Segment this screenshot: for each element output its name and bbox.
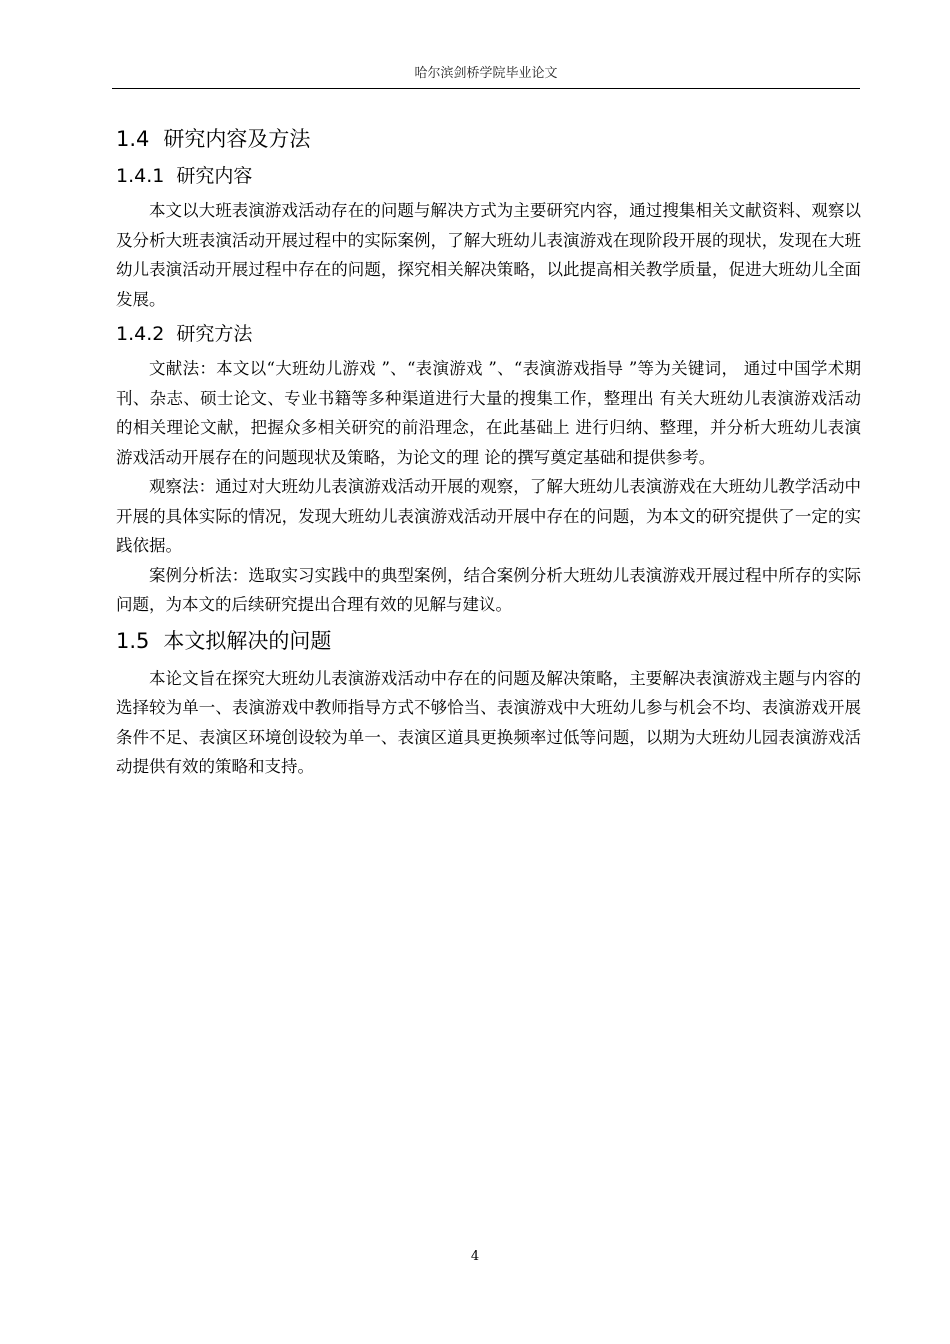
page-number: 4 xyxy=(470,1249,480,1264)
section-number: 1.4 xyxy=(116,127,150,151)
paragraph-problems-to-solve: 本论文旨在探究大班幼儿表演游戏活动中存在的问题及解决策略，主要解决表演游戏主题与内容的选择较为单一、表演游戏中教师指导方式不够恰当、表演游戏中大班幼儿参与机会不均、表演游戏开展条件不足、表演区环境创设较为单一、表演区道具更换频率过低等问题，以期为大班幼儿园表演游戏活动提供有效的策略和支持。 xyxy=(116,668,861,776)
section-number: 1.5 xyxy=(116,628,150,653)
subsection-title: 研究方法 xyxy=(176,323,253,345)
page-body xyxy=(116,118,861,782)
section-heading-1-4 xyxy=(116,124,861,154)
section-title: 研究内容及方法 xyxy=(163,127,311,151)
subsection-number: 1.4.2 xyxy=(116,323,165,345)
subsection-heading-1-4-2 xyxy=(116,320,861,348)
paragraph-literature-method: 文献法：本文以“大班幼儿游戏 ”、“表演游戏 ”、“表演游戏指导 ”等为关键词， 通过中国学术期刊、杂志、硕士论文、专业书籍等多种渠道进行大量的搜集工作，整理出 有关大班幼儿表演游戏活动的相关理论文献，把握众多相关研究的前沿理念，在此基础上 进行归纳、整理，并分析大班幼儿表演游戏活动开展存在的问题现状及策略，为论文的理 论的撰写奠定基础和提供参考。 xyxy=(116,359,861,467)
subsection-title: 研究内容 xyxy=(176,165,253,187)
paragraph-research-content: 本文以大班表演游戏活动存在的问题与解决方式为主要研究内容，通过搜集相关文献资料、观察以及分析大班表演活动开展过程中的实际案例，了解大班幼儿表演游戏在现阶段开展的现状，发现在大班幼儿表演活动开展过程中存在的问题，探究相关解决策略，以此提高相关教学质量，促进大班幼儿全面发展。 xyxy=(116,201,861,309)
subsection-number: 1.4.1 xyxy=(116,165,165,187)
section-title: 本文拟解决的问题 xyxy=(163,628,332,653)
subsection-heading-1-4-1 xyxy=(116,162,861,190)
paragraph-observation-method: 观察法：通过对大班幼儿表演游戏活动开展的观察，了解大班幼儿表演游戏在大班幼儿教学活动中开展的具体实际的情况，发现大班幼儿表演游戏活动开展中存在的问题，为本文的研究提供了一定的实践依据。 xyxy=(116,477,861,555)
running-header-title: 哈尔滨剑桥学院毕业论文 xyxy=(414,66,558,81)
section-heading-1-5 xyxy=(116,626,861,656)
paragraph-case-analysis-method: 案例分析法：选取实习实践中的典型案例，结合案例分析大班幼儿表演游戏开展过程中所存的实际问题，为本文的后续研究提出合理有效的见解与建议。 xyxy=(116,565,861,614)
running-header xyxy=(112,64,860,89)
